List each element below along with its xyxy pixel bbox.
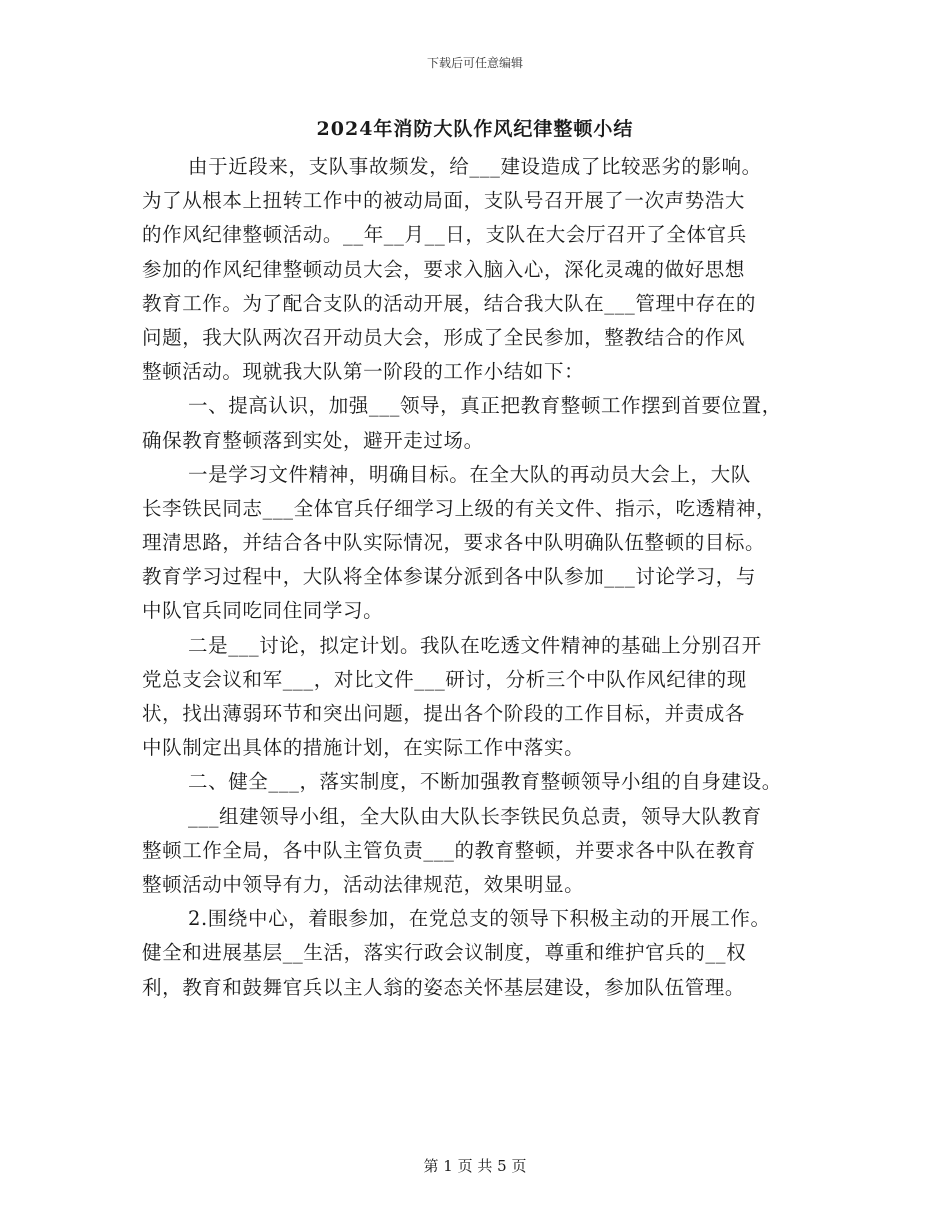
body-line: 问题，我大队两次召开动员大会，形成了全民参加，整教结合的作风 (142, 325, 746, 349)
body-line: 二是___讨论，拟定计划。我队在吃透文件精神的基础上分别召开 (188, 633, 762, 657)
body-line: 一、提高认识，加强___领导，真正把教育整顿工作摆到首要位置， (188, 394, 782, 418)
body-line: 一是学习文件精神，明确目标。在全大队的再动员大会上，大队 (188, 462, 751, 486)
body-line: 的作风纪律整顿活动。__年__月__日，支队在大会厅召开了全体官兵 (142, 223, 747, 247)
body-line: 利，教育和鼓舞官兵以主人翁的姿态关怀基层建设，参加队伍管理。 (142, 975, 746, 999)
body-line: 2.围绕中心，着眼参加，在党总支的领导下积极主动的开展工作。 (188, 907, 771, 931)
body-line: 参加的作风纪律整顿动员大会，要求入脑入心，深化灵魂的做好思想 (142, 257, 746, 281)
body-line: 教育工作。为了配合支队的活动开展，结合我大队在___管理中存在的 (142, 291, 756, 315)
body-line: 健全和进展基层__生活，落实行政会议制度，尊重和维护官兵的__权 (142, 941, 747, 965)
body-line: 确保教育整顿落到实处，避开走过场。 (142, 428, 484, 452)
body-line: 状，找出薄弱环节和突出问题，提出各个阶段的工作目标，并责成各 (142, 702, 746, 725)
body-line: 长李铁民同志___全体官兵仔细学习上级的有关文件、指示，吃透精神， (142, 496, 777, 520)
body-line: 中队制定出具体的措施计划，在实际工作中落实。 (142, 736, 585, 760)
body-line: 整顿活动中领导有力，活动法律规范，效果明显。 (142, 872, 585, 896)
body-line: 为了从根本上扭转工作中的被动局面，支队号召开展了一次声势浩大 (142, 189, 746, 213)
body-line: 整顿工作全局，各中队主管负责___的教育整顿，并要求各中队在教育 (142, 838, 756, 862)
body-line: 整顿活动。现就我大队第一阶段的工作小结如下： (142, 360, 585, 384)
document-title: 2024年消防大队作风纪律整顿小结 (316, 118, 634, 140)
document-body (142, 150, 822, 1005)
body-line: 中队官兵同吃同住同学习。 (142, 599, 384, 623)
body-line: ___组建领导小组，全大队由大队长李铁民负总责，领导大队教育 (188, 804, 762, 828)
body-line: 理清思路，并结合各中队实际情况，要求各中队明确队伍整顿的目标。 (142, 531, 766, 555)
body-line: 教育学习过程中，大队将全体参谋分派到各中队参加___讨论学习，与 (142, 565, 756, 589)
page-footer: 第 1 页 共 5 页 (423, 1157, 527, 1175)
body-line: 由于近段来，支队事故频发，给___建设造成了比较恶劣的影响。 (188, 155, 762, 178)
body-line: 党总支会议和军___，对比文件___研讨，分析三个中队作风纪律的现 (142, 667, 747, 691)
page-header-note: 下载后可任意编辑 (426, 56, 523, 70)
body-line: 二、健全___，落实制度，不断加强教育整顿领导小组的自身建设。 (188, 770, 782, 794)
